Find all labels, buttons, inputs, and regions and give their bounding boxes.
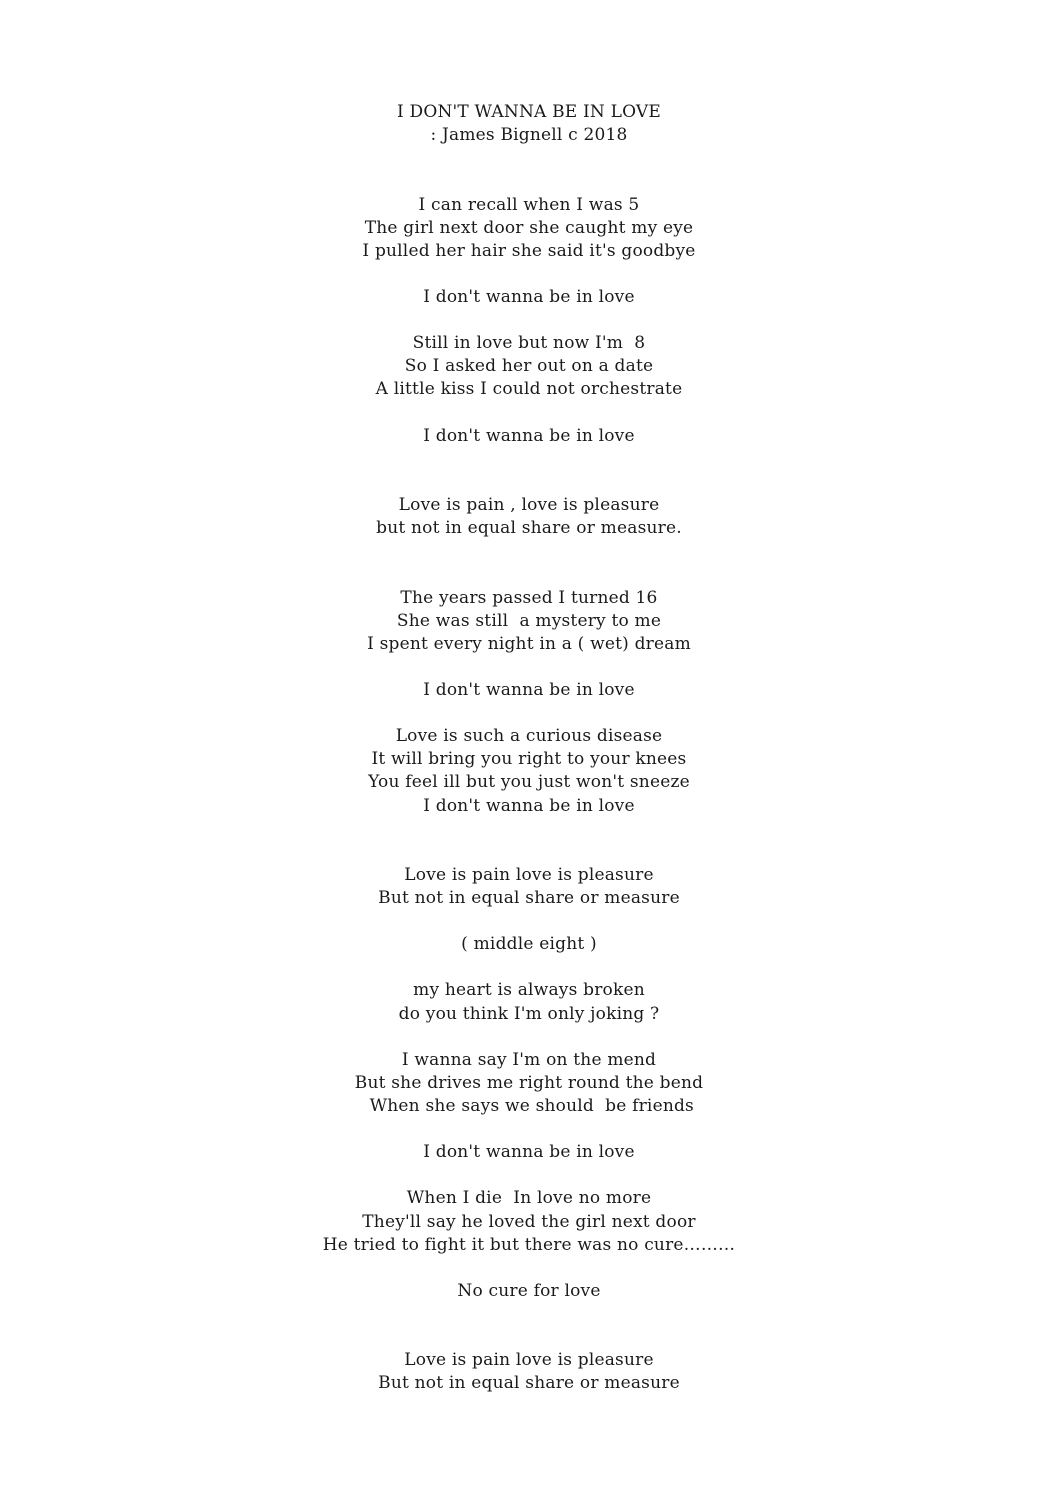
lyric-line: Love is pain love is pleasure [404, 1350, 654, 1370]
section-label: ( middle eight ) [461, 934, 597, 954]
lyric-line: I don't wanna be in love [423, 796, 635, 816]
lyric-line: I can recall when I was 5 [418, 195, 640, 215]
lyric-line: They'll say he loved the girl next door [362, 1212, 696, 1232]
lyric-line: my heart is always broken [413, 980, 645, 1000]
song-title: I DON'T WANNA BE IN LOVE [396, 102, 662, 122]
lyric-line: She was still a mystery to me [396, 611, 662, 631]
lyric-line: I don't wanna be in love [423, 287, 635, 307]
lyric-line: I don't wanna be in love [423, 1142, 635, 1162]
lyric-line: It will bring you right to your knees [371, 749, 687, 769]
lyric-line: A little kiss I could not orchestrate [375, 379, 683, 399]
lyric-line: You feel ill but you just won't sneeze [368, 772, 690, 792]
lyric-line: But not in equal share or measure [378, 888, 680, 908]
lyric-line: Still in love but now I'm 8 [412, 333, 646, 353]
author-byline: : James Bignell c 2018 [430, 125, 628, 145]
lyric-line: Love is pain love is pleasure [404, 865, 654, 885]
lyric-line: Love is pain , love is pleasure [398, 495, 660, 515]
lyric-line: But not in equal share or measure [378, 1373, 680, 1393]
lyric-line: Love is such a curious disease [395, 726, 663, 746]
lyric-line: but not in equal share or measure. [376, 518, 682, 538]
lyric-line: I pulled her hair she said it's goodbye [362, 241, 696, 261]
lyric-line: The years passed I turned 16 [400, 588, 658, 608]
lyric-line: I wanna say I'm on the mend [401, 1050, 657, 1070]
lyric-line: When she says we should be friends [364, 1096, 694, 1116]
lyric-line: No cure for love [457, 1281, 601, 1301]
lyric-line: So I asked her out on a date [404, 356, 654, 376]
lyric-line: I don't wanna be in love [423, 426, 635, 446]
lyric-line: When I die In love no more [406, 1188, 652, 1208]
lyric-line: But she drives me right round the bend [354, 1073, 704, 1093]
lyric-line: do you think I'm only joking ? [398, 1004, 660, 1024]
lyric-line: The girl next door she caught my eye [364, 218, 694, 238]
lyric-line: I spent every night in a ( wet) dream [367, 634, 691, 654]
lyric-line: He tried to fight it but there was no cure……… [322, 1235, 736, 1255]
lyric-line: I don't wanna be in love [423, 680, 635, 700]
